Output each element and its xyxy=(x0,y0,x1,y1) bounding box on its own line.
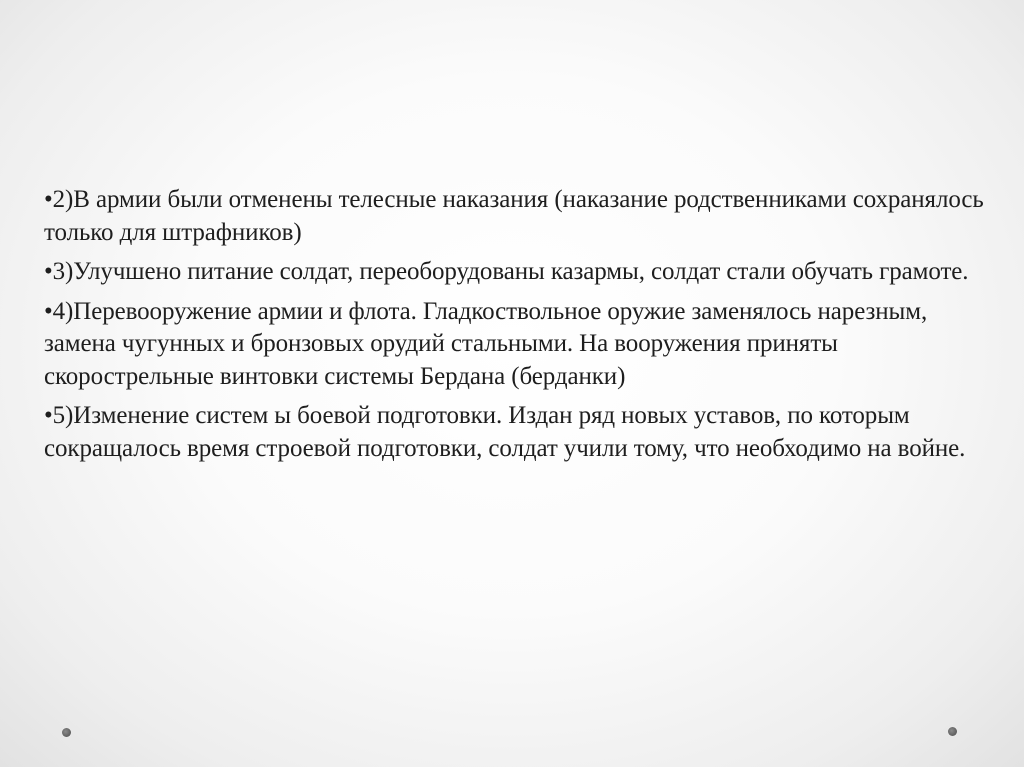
bullet-item-3: •3)Улучшено питание солдат, переоборудованы казармы, солдат стали обучать грамоте. xyxy=(44,258,969,285)
decorative-dot-left-icon xyxy=(62,728,71,737)
slide-body xyxy=(44,184,984,472)
bullet-item-5: •5)Изменение систем ы боевой подготовки. Издан ряд новых уставов, по которым сокращалось время строевой подготовки, солдат учили тому, что необходимо на войне. xyxy=(44,402,966,462)
decorative-dot-right-icon xyxy=(948,727,957,736)
bullet-item-4: •4)Перевооружение армии и флота. Гладкоствольное оружие заменялось нарезным, замена чугунных и бронзовых орудий стальными. На вооружения приняты скорострельные винтовки системы Бердана (берданки) xyxy=(44,297,928,390)
bullet-item-2: •2)В армии были отменены телесные наказания (наказание родственниками сохранялось только для штрафников) xyxy=(44,186,984,246)
